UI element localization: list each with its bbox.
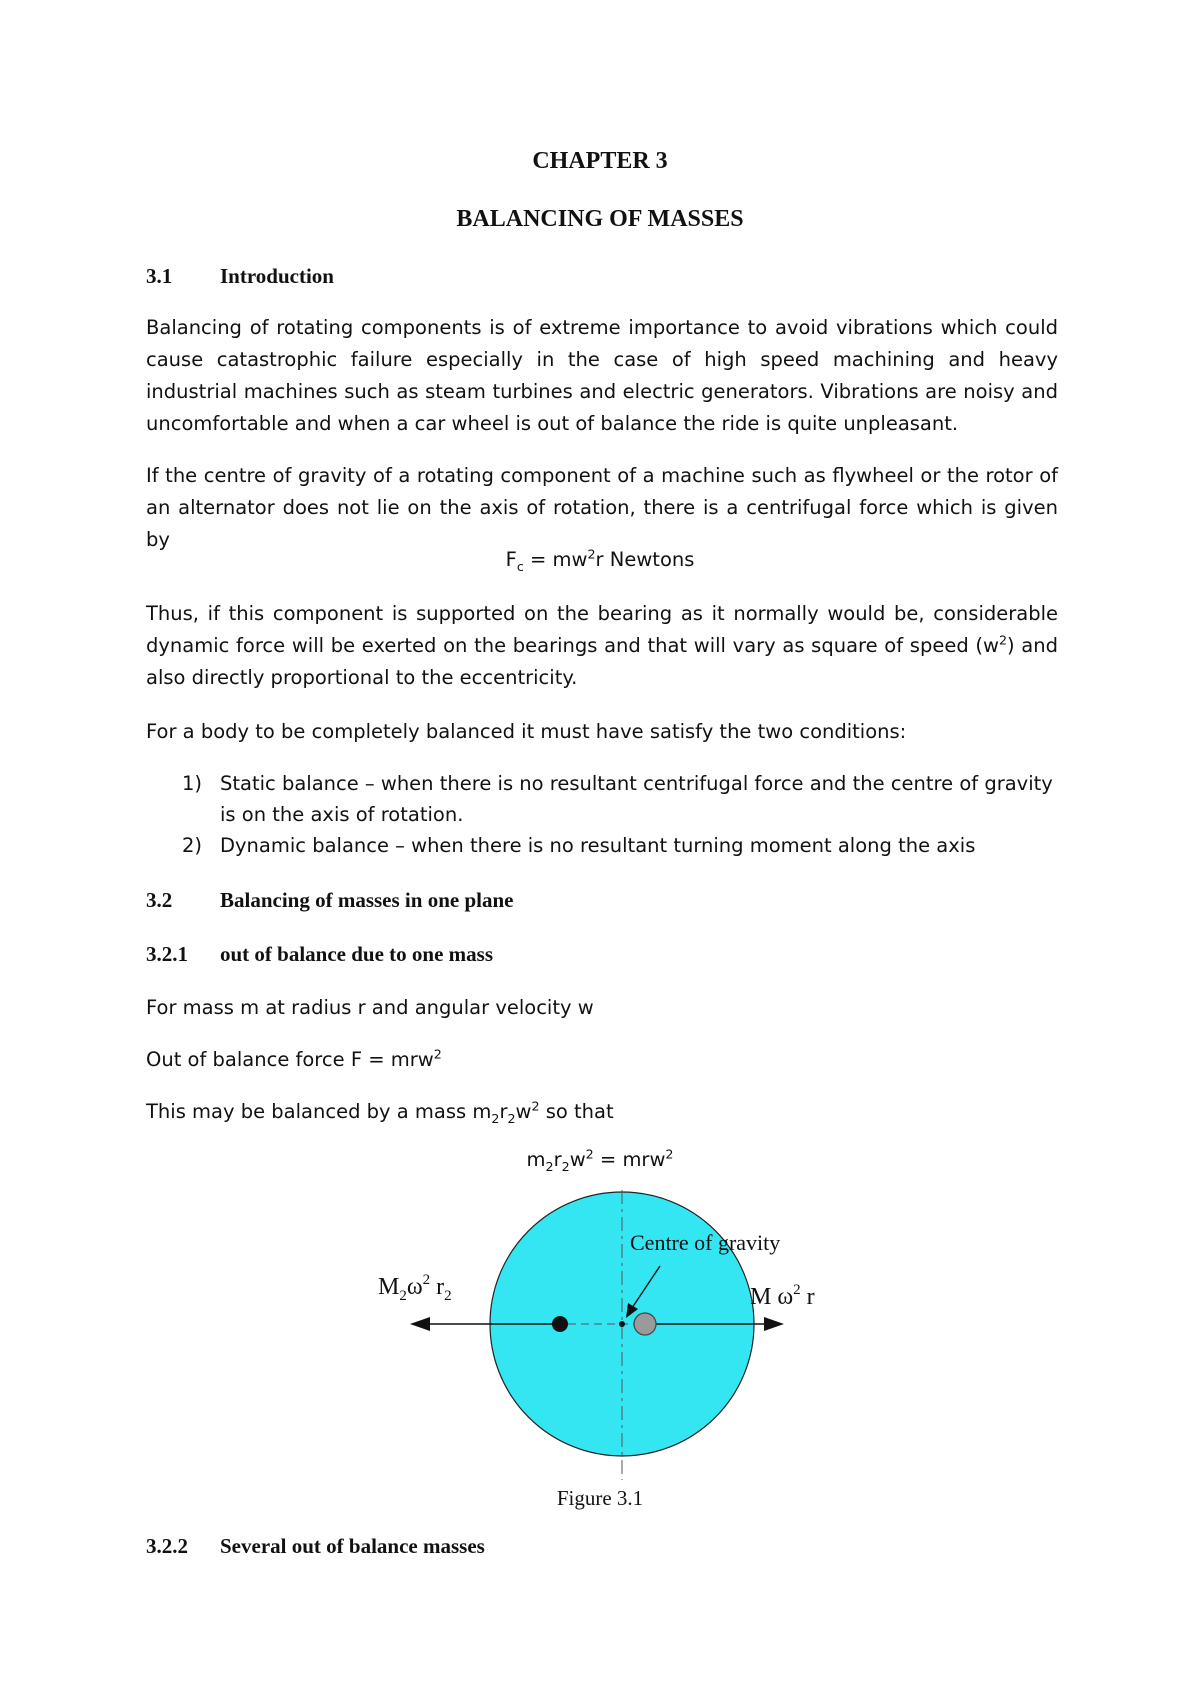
left-arrowhead [410,1317,430,1331]
centre-of-gravity-paragraph: If the centre of gravity of a rotating component of a machine such as flywheel or the rotor of an alternator does not lie on the axis of rotation, there is a centrifugal force which is given by [146,464,1058,551]
list-marker: 2) [182,834,203,857]
unbalanced-mass [634,1313,656,1335]
section-heading-3-2-1 [146,942,493,967]
conditions-list [146,768,1066,861]
centre-of-gravity-label: Centre of gravity [630,1230,781,1255]
list-marker: 1) [182,772,203,795]
right-arrowhead [764,1317,784,1331]
section-number: 3.2.1 [146,942,188,966]
figure-caption: Figure 3.1 [556,1486,644,1510]
for-mass-line: For mass m at radius r and angular velocity w [146,996,594,1019]
section-number: 3.2 [146,888,173,912]
balance-equation: $m_2r_2w^2 = mrw^2$ [526,1146,674,1174]
list-item-text: Dynamic balance – when there is no resultant turning moment along the axis [220,834,976,857]
section-title: Introduction [220,264,334,288]
left-force-label: $M_2\omega^2$ $r_2$ [378,1272,452,1304]
section-heading-3-1 [146,264,334,289]
section-title: Balancing of masses in one plane [220,888,514,912]
chapter-subtitle: BALANCING OF MASSES [456,206,744,232]
list-item [146,830,1066,861]
section-number: 3.2.2 [146,1534,188,1558]
intro-paragraph: Balancing of rotating components is of extreme importance to avoid vibrations which could cause catastrophic failure especially in the case of high speed machining and heavy industrial machines such as steam turbines and electric generators. Vibrations are noisy and uncomfortable and when a car wheel is out of balance the ride is quite unpleasant. [146,316,1058,435]
balanced-by-line: This may be balanced by a mass $m_2r_2w^2$ so that [146,1098,614,1126]
out-of-balance-line: Out of balance force F = mrw$^2$ [146,1046,442,1071]
section-title: Several out of balance masses [220,1534,485,1558]
balancing-mass [552,1316,568,1332]
thus-paragraph: Thus, if this component is supported on the bearing as it normally would be, considerable dynamic force will be exerted on the bearings and that will vary as square of speed $(w^2)$ and also directly proportional to the eccentricity. [146,602,1058,689]
centre-point [619,1321,625,1327]
figure-3-1-diagram [340,1190,860,1480]
list-item-text: Static balance – when there is no resultant centrifugal force and the centre of gravity is on the axis of rotation. [220,772,1053,826]
section-title: out of balance due to one mass [220,942,494,966]
section-number: 3.1 [146,264,173,288]
right-force-label: M $\omega^2$ r [750,1282,815,1310]
centrifugal-force-equation: $F_c = mw^2r$ Newtons [505,546,695,574]
chapter-title: CHAPTER 3 [532,148,668,174]
conditions-intro: For a body to be completely balanced it must have satisfy the two conditions: [146,720,907,743]
section-heading-3-2 [146,888,513,913]
section-heading-3-2-2 [146,1534,485,1559]
list-item [146,768,1066,830]
